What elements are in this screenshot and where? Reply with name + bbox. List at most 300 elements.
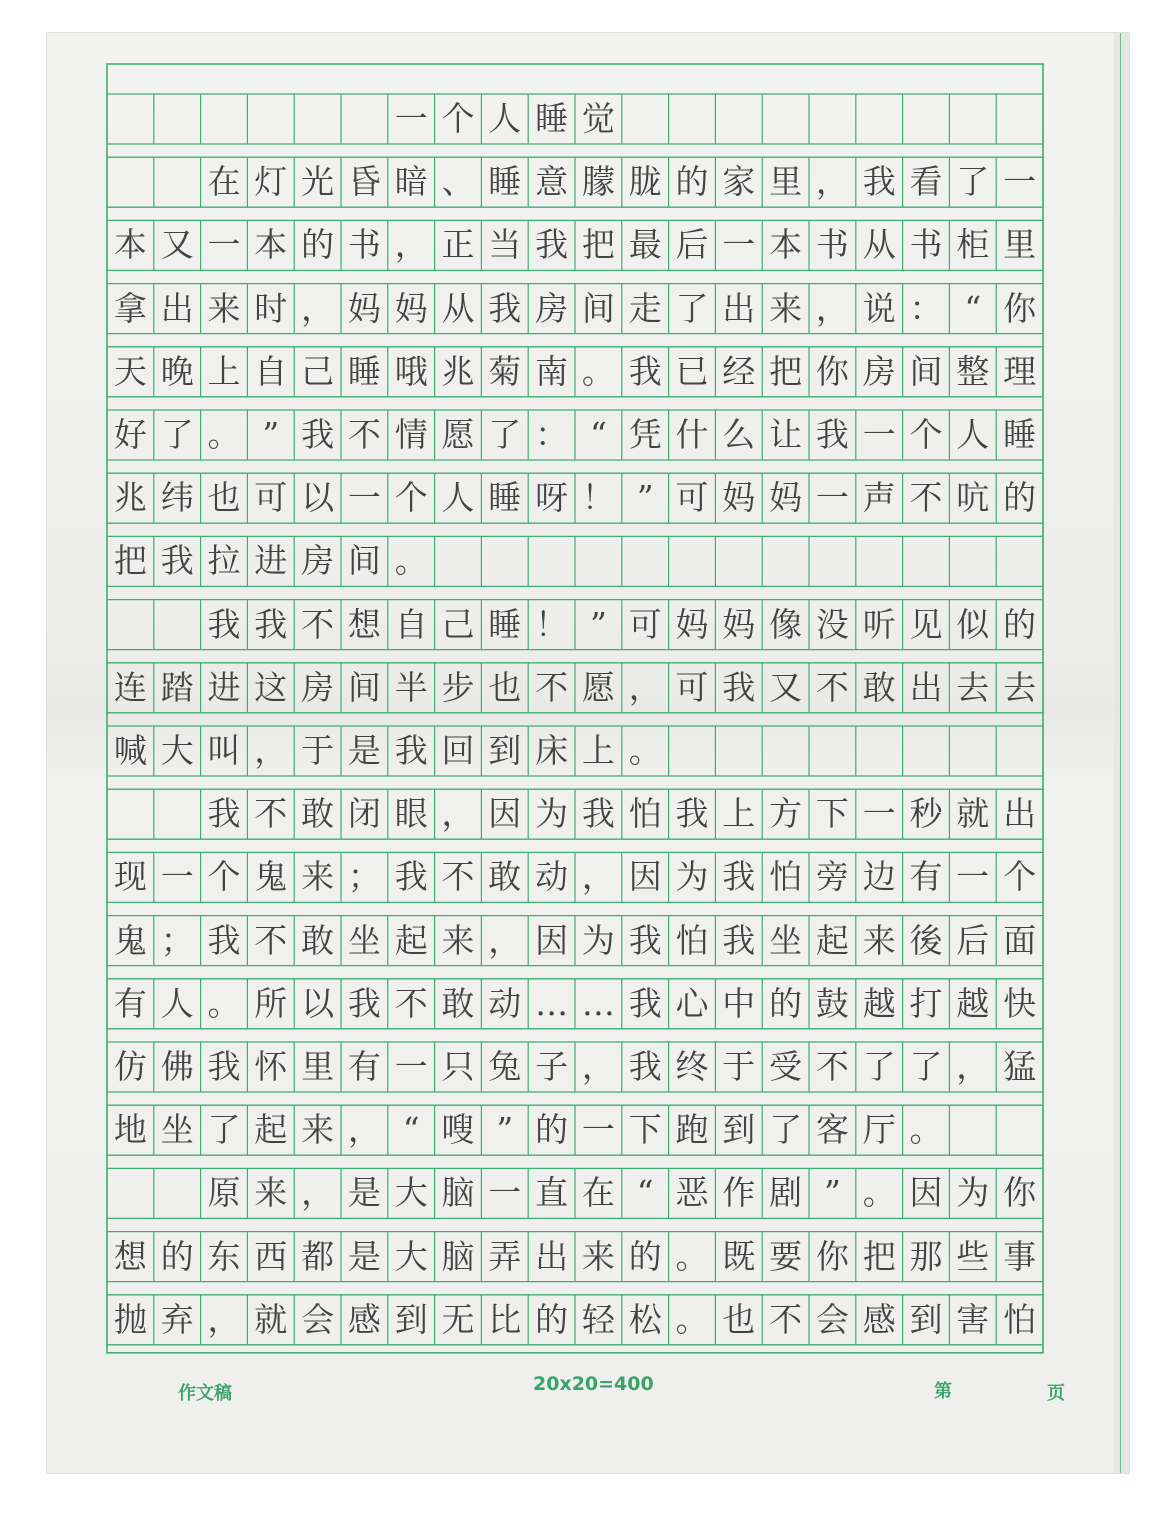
line-2-char: 书 — [815, 225, 849, 265]
line-7-char: 把 — [113, 541, 147, 581]
line-8-char: 可 — [628, 604, 662, 644]
line-12-char: 鬼 — [254, 857, 288, 897]
line-3-char: 出 — [160, 288, 194, 328]
line-17-char: 大 — [394, 1173, 428, 1213]
line-16-char: 嗖 — [441, 1110, 475, 1150]
line-16-char: 的 — [535, 1110, 569, 1150]
line-6-char: 声 — [862, 478, 896, 518]
line-15-char: 佛 — [160, 1047, 194, 1086]
line-2-char: 里 — [1003, 225, 1037, 265]
line-16-char: 坐 — [160, 1110, 194, 1150]
line-5-char: ： — [535, 415, 569, 454]
line-4-char: 睡 — [347, 351, 381, 391]
line-8-char: 妈 — [722, 604, 756, 644]
line-17-char: 直 — [535, 1173, 569, 1213]
line-9-char: 我 — [722, 667, 756, 707]
line-19-char: 也 — [722, 1299, 756, 1339]
line-1-char: 昏 — [347, 162, 381, 202]
line-16-char: 跑 — [675, 1110, 709, 1150]
line-18-char: 东 — [207, 1236, 241, 1276]
line-8-char: 我 — [254, 604, 288, 644]
line-2-char: 一 — [207, 225, 241, 265]
line-15-char: 里 — [301, 1047, 335, 1086]
line-17-char: 原 — [207, 1173, 241, 1213]
line-6-char: 吭 — [956, 478, 990, 518]
footer-page-prefix: 第 — [934, 1381, 952, 1402]
line-19-char: 到 — [394, 1299, 428, 1339]
line-14-char: 有 — [113, 983, 147, 1023]
line-3-char: 你 — [1003, 288, 1037, 328]
line-9-char: 半 — [394, 667, 428, 707]
line-4-char: 已 — [675, 351, 709, 391]
line-19-char: 轻 — [581, 1299, 615, 1339]
line-1-char: 在 — [207, 162, 241, 202]
line-19-char: 。 — [675, 1299, 709, 1339]
line-7-char: 进 — [254, 541, 288, 581]
line-7-char: 拉 — [207, 541, 241, 581]
line-4-char: 把 — [769, 351, 803, 391]
line-9-char: 这 — [254, 667, 288, 707]
line-14-char: 所 — [254, 983, 288, 1023]
line-15-char: 于 — [722, 1047, 756, 1086]
line-19-char: ， — [207, 1299, 241, 1339]
line-14-char: 打 — [909, 983, 943, 1023]
line-3-char: ： — [909, 288, 943, 328]
line-19-char: 感 — [862, 1299, 896, 1339]
line-18-char: 的 — [628, 1236, 662, 1276]
line-14-char: 以 — [301, 983, 335, 1023]
line-13-char: 起 — [815, 920, 849, 960]
line-1-char: 我 — [862, 162, 896, 202]
line-9-char: 连 — [113, 667, 147, 707]
line-10-char: 叫 — [207, 731, 241, 770]
line-1-char: 暗 — [394, 162, 428, 202]
line-18-char: 脑 — [441, 1236, 475, 1276]
line-19-char: 比 — [488, 1299, 522, 1339]
line-16-char: 一 — [581, 1110, 615, 1150]
line-9-char: 出 — [909, 667, 943, 707]
line-4-char: 自 — [254, 351, 288, 391]
line-5-char: 睡 — [1003, 415, 1037, 454]
line-11-char: 一 — [862, 794, 896, 834]
line-14-char: 鼓 — [815, 983, 849, 1023]
line-3-char: 走 — [628, 288, 662, 328]
line-15-char: 了 — [909, 1047, 943, 1086]
line-1-char: 家 — [722, 162, 756, 202]
line-14-char: 敢 — [441, 983, 475, 1023]
line-14-char: 的 — [769, 983, 803, 1023]
line-1-char: 、 — [441, 162, 475, 202]
line-12-char: 不 — [441, 857, 475, 897]
line-11-char: 方 — [769, 794, 803, 834]
line-9-char: 敢 — [862, 667, 896, 707]
line-8-char: 己 — [441, 604, 475, 644]
line-5-char: 情 — [394, 415, 428, 454]
line-16-char: 到 — [722, 1110, 756, 1150]
line-8-char: ！ — [535, 604, 569, 644]
line-9-char: 也 — [488, 667, 522, 707]
line-14-char: … — [581, 983, 615, 1023]
line-16-char: 地 — [113, 1110, 147, 1150]
line-18-char: 都 — [301, 1236, 335, 1276]
line-15-char: 有 — [347, 1047, 381, 1086]
line-5-char: 了 — [160, 415, 194, 454]
line-5-char: 了 — [488, 415, 522, 454]
footer-page-suffix: 页 — [1047, 1383, 1065, 1404]
line-15-char: 一 — [394, 1047, 428, 1086]
line-18-char: 你 — [815, 1236, 849, 1276]
line-1-char: 意 — [535, 162, 569, 202]
line-9-char: 不 — [535, 667, 569, 707]
line-13-char: 怕 — [675, 920, 709, 960]
line-10-char: 回 — [441, 731, 475, 770]
line-16-char: 厅 — [862, 1110, 896, 1150]
line-2-char: 又 — [160, 225, 194, 265]
line-16-char: 下 — [628, 1110, 662, 1150]
line-3-char: 说 — [862, 288, 896, 328]
line-12-char: 敢 — [488, 857, 522, 897]
line-19-char: 弃 — [160, 1299, 194, 1339]
line-18-char: 弄 — [488, 1236, 522, 1276]
line-18-char: 把 — [862, 1236, 896, 1276]
line-12-char: 一 — [160, 857, 194, 897]
line-11-char: 敢 — [301, 794, 335, 834]
line-2-char: ， — [394, 225, 428, 265]
line-11-char: 因 — [488, 794, 522, 834]
line-4-char: 己 — [301, 351, 335, 391]
line-12-char: 个 — [207, 857, 241, 897]
line-3-char: 从 — [441, 288, 475, 328]
line-8-char: 的 — [1003, 604, 1037, 644]
line-8-char: 妈 — [675, 604, 709, 644]
line-8-char: 听 — [862, 604, 896, 644]
line-13-char: 不 — [254, 920, 288, 960]
line-18-char: 那 — [909, 1236, 943, 1276]
line-14-char: 中 — [722, 983, 756, 1023]
line-9-char: 又 — [769, 667, 803, 707]
line-16-char: 了 — [207, 1110, 241, 1150]
line-13-char: 我 — [207, 920, 241, 960]
line-12-char: 个 — [1003, 857, 1037, 897]
line-18-char: 要 — [769, 1236, 803, 1276]
line-16-char: ， — [347, 1110, 381, 1150]
line-18-char: 的 — [160, 1236, 194, 1276]
line-6-char: 呀 — [535, 478, 569, 518]
title-char: 人 — [488, 99, 522, 138]
line-13-char: 坐 — [769, 920, 803, 960]
line-14-char: 。 — [207, 983, 241, 1023]
line-4-char: 间 — [909, 351, 943, 391]
line-2-char: 本 — [113, 225, 147, 265]
line-11-char: 就 — [956, 794, 990, 834]
line-2-char: 最 — [628, 225, 662, 265]
line-4-char: 你 — [815, 351, 849, 391]
line-18-char: 西 — [254, 1236, 288, 1276]
line-11-char: 出 — [1003, 794, 1037, 834]
line-5-char: 么 — [722, 415, 756, 454]
line-8-char: 似 — [956, 604, 990, 644]
line-6-char: 个 — [394, 478, 428, 518]
line-13-char: 来 — [441, 920, 475, 960]
line-14-char: 我 — [347, 983, 381, 1023]
line-8-char: 见 — [909, 604, 943, 644]
line-3-char: 出 — [722, 288, 756, 328]
line-2-char: 书 — [347, 225, 381, 265]
line-15-char: ， — [581, 1047, 615, 1086]
line-10-char: 我 — [394, 731, 428, 770]
line-9-char: 步 — [441, 667, 475, 707]
line-6-char: 妈 — [769, 478, 803, 518]
title-char: 觉 — [581, 99, 615, 138]
line-14-char: 快 — [1003, 983, 1037, 1023]
line-16-char: 起 — [254, 1110, 288, 1150]
line-15-char: 了 — [862, 1047, 896, 1086]
line-7-char: 房 — [301, 541, 335, 581]
line-15-char: 仿 — [113, 1047, 147, 1086]
line-19-char: 怕 — [1003, 1299, 1037, 1339]
line-14-char: 动 — [488, 983, 522, 1023]
line-1-char: 看 — [909, 162, 943, 202]
line-3-char: 了 — [675, 288, 709, 328]
line-4-char: 房 — [862, 351, 896, 391]
line-1-char: 朦 — [581, 162, 615, 202]
line-1-char: 了 — [956, 162, 990, 202]
line-6-char: 可 — [254, 478, 288, 518]
line-1-char: ， — [815, 162, 849, 202]
line-17-char: 剧 — [769, 1173, 803, 1213]
line-10-char: 。 — [628, 731, 662, 770]
line-5-char: 一 — [862, 415, 896, 454]
line-11-char: 秒 — [909, 794, 943, 834]
line-13-char: 面 — [1003, 920, 1037, 960]
line-4-char: 兆 — [441, 351, 475, 391]
line-12-char: 我 — [394, 857, 428, 897]
line-5-char: 凭 — [628, 415, 662, 454]
line-10-char: 床 — [535, 731, 569, 770]
line-5-char: 。 — [207, 415, 241, 454]
line-13-char: 为 — [581, 920, 615, 960]
line-16-char: ” — [496, 1110, 514, 1150]
line-9-char: 间 — [347, 667, 381, 707]
line-19-char: 感 — [347, 1299, 381, 1339]
line-6-char: 也 — [207, 478, 241, 518]
line-14-char: … — [535, 983, 569, 1023]
title-char: 睡 — [535, 99, 569, 138]
line-16-char: 。 — [909, 1110, 943, 1150]
line-18-char: 些 — [956, 1236, 990, 1276]
line-8-char: 不 — [301, 604, 335, 644]
line-11-char: 下 — [815, 794, 849, 834]
line-3-char: 时 — [254, 288, 288, 328]
line-7-char: 。 — [394, 541, 428, 581]
line-19-char: 松 — [628, 1299, 662, 1339]
line-17-char: 一 — [488, 1173, 522, 1213]
line-1-char: 灯 — [254, 162, 288, 202]
line-2-char: 把 — [581, 225, 615, 265]
line-19-char: 害 — [956, 1299, 990, 1339]
line-17-char: 来 — [254, 1173, 288, 1213]
line-5-char: 愿 — [441, 415, 475, 454]
line-5-char: 不 — [347, 415, 381, 454]
line-4-char: 理 — [1003, 351, 1037, 391]
line-11-char: 不 — [254, 794, 288, 834]
line-3-char: 房 — [535, 288, 569, 328]
line-14-char: 我 — [628, 983, 662, 1023]
line-10-char: 于 — [301, 731, 335, 770]
line-5-char: 让 — [769, 415, 803, 454]
line-11-char: 我 — [675, 794, 709, 834]
line-1-char: 睡 — [488, 162, 522, 202]
line-14-char: 心 — [675, 983, 709, 1023]
line-9-char: 进 — [207, 667, 241, 707]
line-5-char: 人 — [956, 415, 990, 454]
line-18-char: 来 — [581, 1236, 615, 1276]
line-3-char: 妈 — [394, 288, 428, 328]
line-13-char: 我 — [628, 920, 662, 960]
line-8-char: ” — [589, 604, 607, 644]
line-5-char: 什 — [675, 415, 709, 454]
line-17-char: ， — [301, 1173, 335, 1213]
line-11-char: 眼 — [394, 794, 428, 834]
line-2-char: 当 — [488, 225, 522, 265]
line-2-char: 后 — [675, 225, 709, 265]
line-6-char: 以 — [301, 478, 335, 518]
line-6-char: 人 — [441, 478, 475, 518]
line-12-char: 旁 — [815, 857, 849, 897]
line-17-char: 因 — [909, 1173, 943, 1213]
line-17-char: 。 — [862, 1173, 896, 1213]
line-7-char: 我 — [160, 541, 194, 581]
line-8-char: 想 — [347, 604, 381, 644]
line-17-char: 恶 — [675, 1173, 709, 1213]
line-14-char: 人 — [160, 983, 194, 1023]
line-4-char: 菊 — [488, 351, 522, 391]
line-10-char: 大 — [160, 731, 194, 770]
line-19-char: 不 — [769, 1299, 803, 1339]
line-7-char: 间 — [347, 541, 381, 581]
line-17-char: ” — [823, 1173, 841, 1213]
line-15-char: 子 — [535, 1047, 569, 1086]
line-4-char: 南 — [535, 351, 569, 391]
line-12-char: 我 — [722, 857, 756, 897]
line-10-char: 喊 — [113, 731, 147, 770]
line-11-char: 为 — [535, 794, 569, 834]
line-12-char: ； — [347, 857, 381, 897]
line-18-char: 大 — [394, 1236, 428, 1276]
line-18-char: 。 — [675, 1236, 709, 1276]
line-6-char: 一 — [347, 478, 381, 518]
line-2-char: 我 — [535, 225, 569, 265]
line-3-char: 间 — [581, 288, 615, 328]
line-8-char: 睡 — [488, 604, 522, 644]
line-5-char: 我 — [301, 415, 335, 454]
line-13-char: 我 — [722, 920, 756, 960]
line-5-char: 好 — [113, 415, 147, 454]
line-17-char: 是 — [347, 1173, 381, 1213]
line-19-char: 就 — [254, 1299, 288, 1339]
line-13-char: 坐 — [347, 920, 381, 960]
line-4-char: 天 — [113, 351, 147, 391]
line-8-char: 没 — [815, 604, 849, 644]
line-6-char: 不 — [909, 478, 943, 518]
line-4-char: 我 — [628, 351, 662, 391]
line-3-char: 我 — [488, 288, 522, 328]
line-5-char: “ — [589, 415, 607, 454]
line-5-char: 我 — [815, 415, 849, 454]
line-13-char: 后 — [956, 920, 990, 960]
line-15-char: 猛 — [1003, 1047, 1037, 1086]
line-15-char: 我 — [628, 1047, 662, 1086]
line-11-char: 上 — [722, 794, 756, 834]
line-9-char: 可 — [675, 667, 709, 707]
line-14-char: 不 — [394, 983, 428, 1023]
line-4-char: 经 — [722, 351, 756, 391]
line-6-char: 妈 — [722, 478, 756, 518]
footer-grid-spec: 20x20=400 — [533, 1373, 654, 1395]
line-4-char: 上 — [207, 351, 241, 391]
line-18-char: 事 — [1003, 1236, 1037, 1276]
line-3-char: “ — [964, 288, 982, 328]
line-11-char: ， — [441, 794, 475, 834]
line-15-char: 不 — [815, 1047, 849, 1086]
line-12-char: 为 — [675, 857, 709, 897]
line-17-char: 为 — [956, 1173, 990, 1213]
line-1-char: 的 — [675, 162, 709, 202]
line-8-char: 像 — [769, 604, 803, 644]
line-10-char: 到 — [488, 731, 522, 770]
line-11-char: 我 — [207, 794, 241, 834]
line-1-char: 里 — [769, 162, 803, 202]
line-19-char: 的 — [535, 1299, 569, 1339]
line-3-char: ， — [301, 288, 335, 328]
line-12-char: 一 — [956, 857, 990, 897]
line-1-char: 胧 — [628, 162, 662, 202]
line-10-char: ， — [254, 731, 288, 770]
line-14-char: 越 — [956, 983, 990, 1023]
title-char: 一 — [394, 99, 428, 138]
line-13-char: 因 — [535, 920, 569, 960]
line-12-char: ， — [581, 857, 615, 897]
line-19-char: 会 — [301, 1299, 335, 1339]
line-15-char: 终 — [675, 1047, 709, 1086]
line-12-char: 有 — [909, 857, 943, 897]
line-18-char: 想 — [113, 1236, 147, 1276]
line-13-char: ， — [488, 920, 522, 960]
line-2-char: 从 — [862, 225, 896, 265]
line-10-char: 上 — [581, 731, 615, 770]
line-15-char: 兔 — [488, 1047, 522, 1086]
line-16-char: “ — [402, 1110, 420, 1150]
line-6-char: 睡 — [488, 478, 522, 518]
line-1-char: 光 — [301, 162, 335, 202]
line-3-char: 妈 — [347, 288, 381, 328]
line-17-char: 作 — [722, 1173, 756, 1213]
line-9-char: 房 — [301, 667, 335, 707]
line-16-char: 了 — [769, 1110, 803, 1150]
title-char: 个 — [441, 99, 475, 138]
line-4-char: 。 — [581, 351, 615, 391]
footer-label: 作文稿 — [178, 1383, 232, 1404]
line-6-char: 一 — [815, 478, 849, 518]
line-6-char: ！ — [581, 478, 615, 518]
line-16-char: 来 — [301, 1110, 335, 1150]
line-13-char: 起 — [394, 920, 428, 960]
line-4-char: 晚 — [160, 351, 194, 391]
line-13-char: ； — [160, 920, 194, 960]
line-6-char: 纬 — [160, 478, 194, 518]
line-13-char: 鬼 — [113, 920, 147, 960]
line-2-char: 书 — [909, 225, 943, 265]
